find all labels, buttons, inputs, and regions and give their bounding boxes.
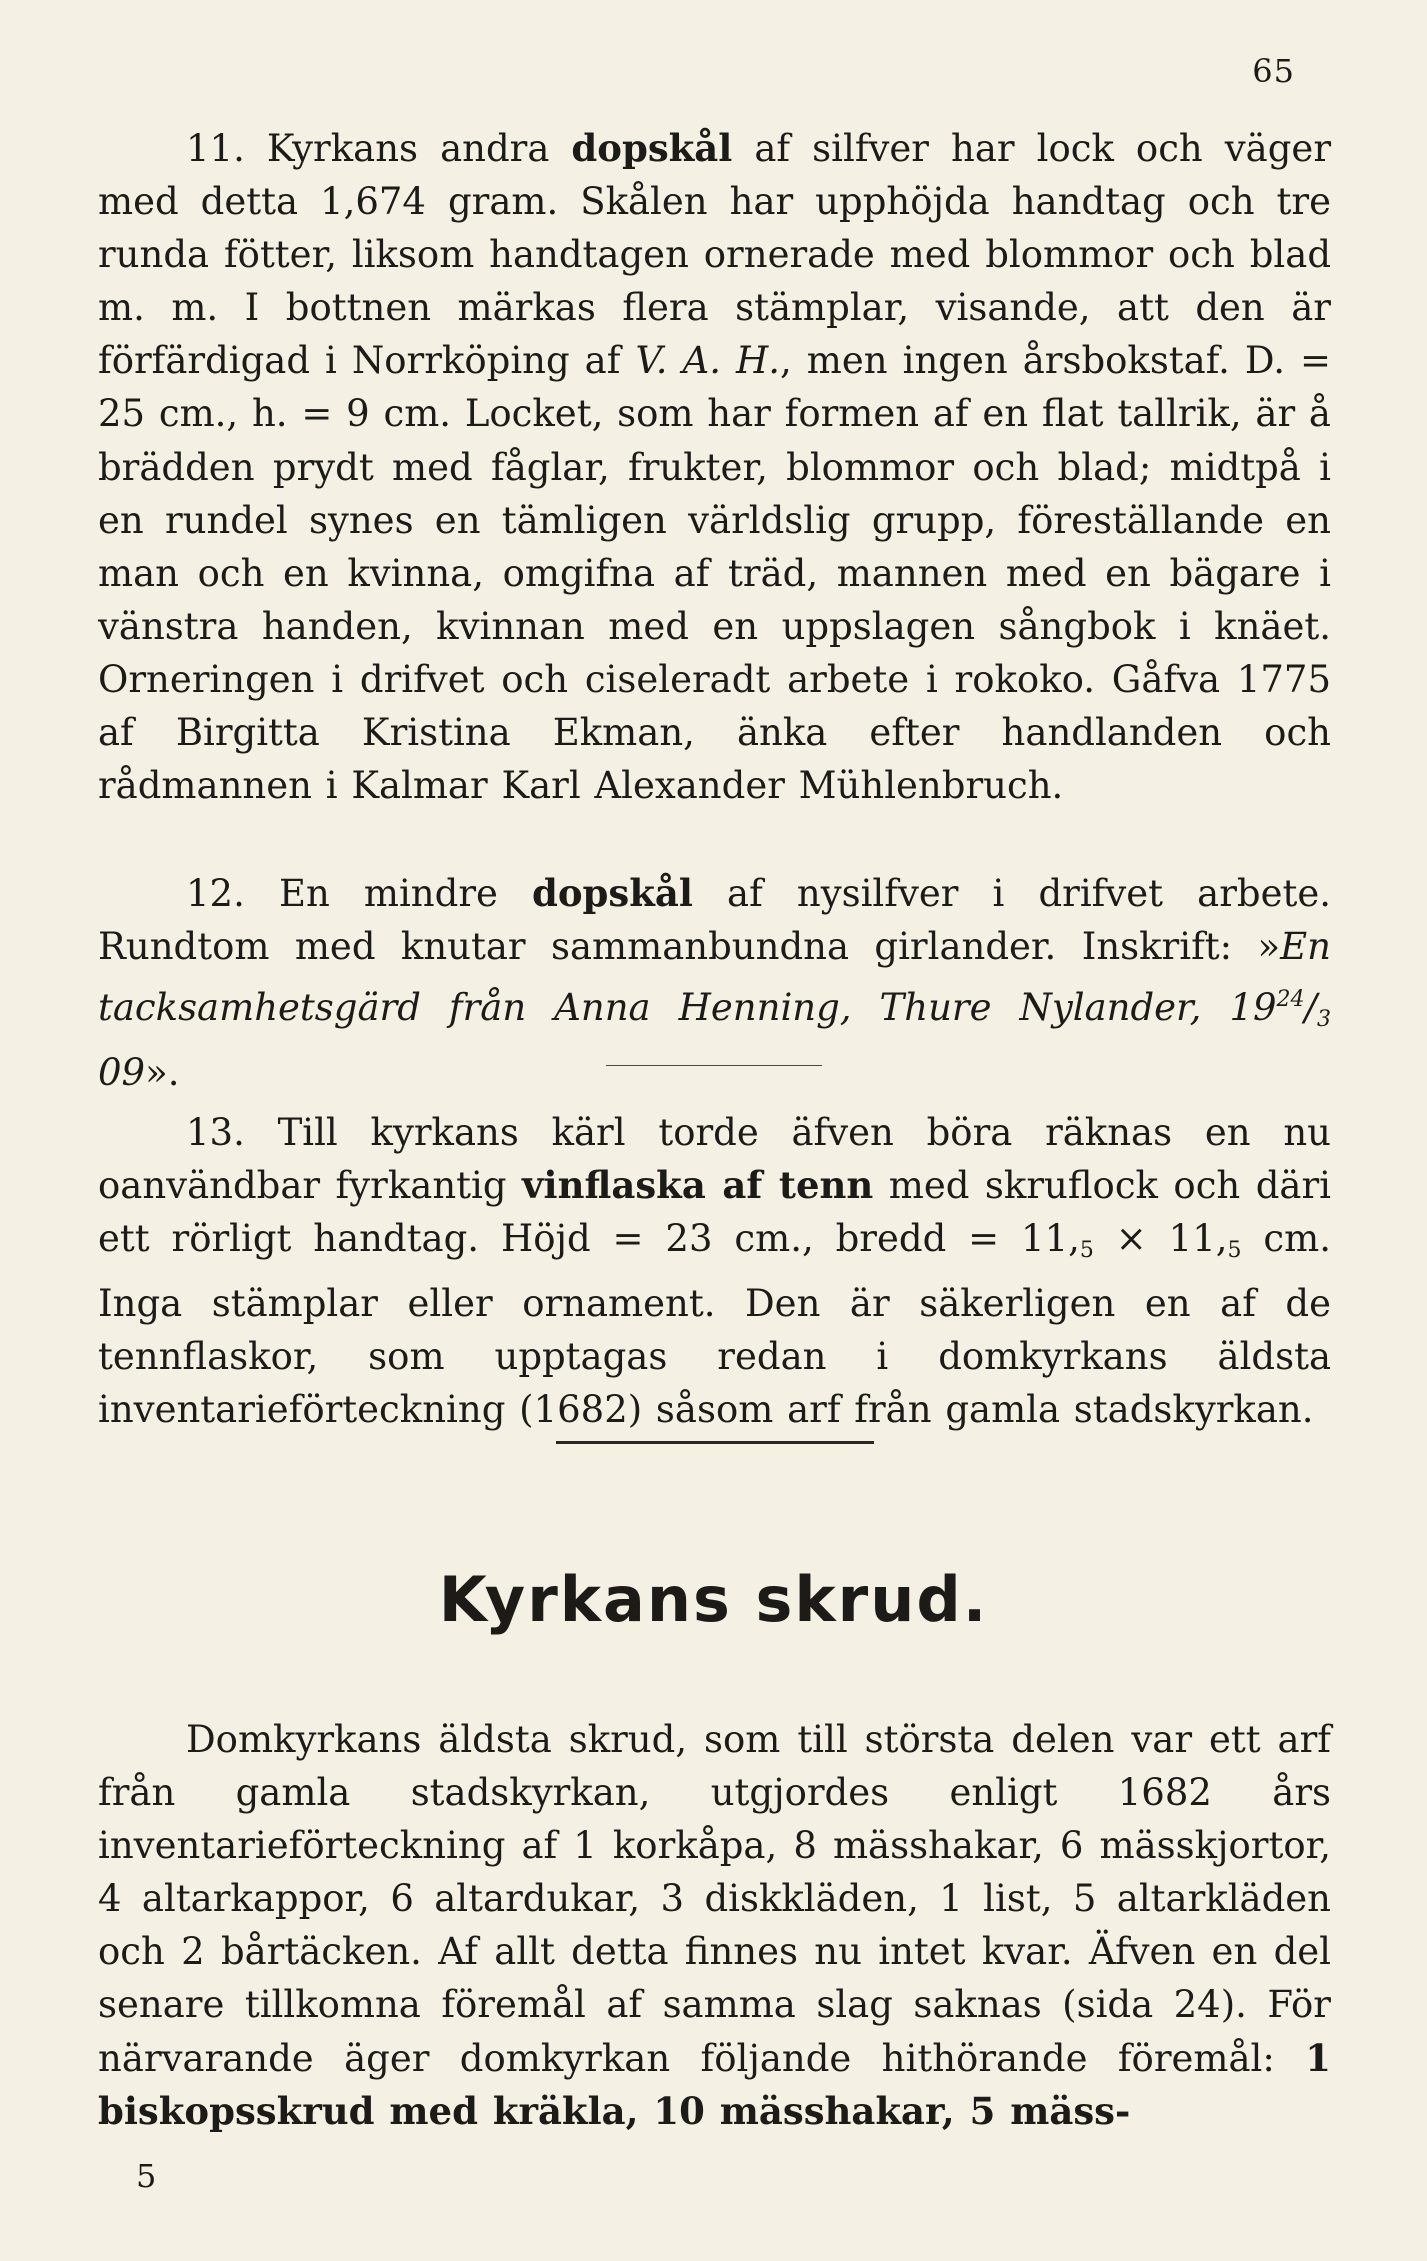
item-11 [98,122,1331,812]
item-11-number: 11. [186,127,245,170]
closing-paragraph [98,1713,1331,2138]
separator-rule-short [606,1065,822,1066]
item-11-maker-initials: V. A. H. [635,339,781,383]
item-12-date-slash: / [1304,986,1317,1030]
closing-text: Domkyrkans äldsta skrud, som till största delen var ett arf från gamla stadskyrkan, utgjordes enligt 1682 års inventarieförteckning af 1 korkåpa, 8 mässhakar, 6 mässkjortor, 4 altarkappor, 6 altardukar, 3 diskkläden, 1 list, 5 altarkläden och 2 bårtäcken. Af allt detta finnes nu intet kvar. Äfven en del senare tillkomna föremål af samma slag saknas (sida 24). För närvarande äger domkyrkan följande hithörande föremål: [98,1718,1331,2080]
item-13-sub-2: 5 [1227,1238,1242,1264]
item-12-text-2: af nysilfver i drifvet arbete. Rundtom med knutar sammanbundna girlander. Inskrift: » [98,872,1331,969]
item-11-text-1: Kyrkans andra [244,127,572,170]
item-13-number: 13. [186,1111,245,1154]
signature-mark: 5 [136,2157,157,2195]
item-12-number: 12. [186,872,245,915]
item-13-text-2: med skruflock och däri ett rörligt handtag. Höjd = 23 cm., bredd = 11, [98,1164,1332,1261]
item-12-text-3: ». [145,1051,180,1095]
item-13 [98,1106,1331,1437]
item-13-text-4: cm. Inga stämplar eller ornament. Den är säkerligen en af de tennflaskor, som upptagas redan i domkyrkans äldsta inventarieförteckning (1682) såsom arf från gamla stadskyrkan. [98,1217,1331,1432]
item-11-keyword: dopskål [571,126,733,170]
item-13-keyword: vinflaska af tenn [522,1163,874,1208]
item-12-inscription: En tacksamhetsgärd från Anna Henning, Thure Nylander, 19 [98,925,1331,1030]
item-12-text-1: En mindre [244,872,532,915]
item-12-date-sub: 3 [1317,1007,1331,1033]
closing-section [98,1713,1331,2138]
page-number: 65 [1252,52,1295,90]
item-13-paragraph [98,1106,1331,1437]
section-title: Kyrkans skrud. [438,1563,989,1636]
item-11-text-2: af silfver har lock och väger med detta 1,674 gram. Skålen har upphöjda handtag och tre runda fötter, liksom handtagen ornerade med blommor och blad m. m. I bottnen märkas flera stämplar, visande, att den är förfärdigad i Norrköping af [98,127,1332,383]
closing-keyword: 1 biskopsskrud med kräkla, 10 mässhakar, 5 mäss- [98,2035,1331,2133]
item-13-text-3: × 11, [1093,1217,1228,1261]
item-12-date-sup: 24 [1276,987,1305,1013]
item-11-paragraph [98,122,1331,812]
section-divider-rule [556,1441,874,1444]
item-13-sub-1: 5 [1079,1238,1094,1264]
item-13-text-1: Till kyrkans kärl torde äfven böra räknas en nu oanvändbar fyrkantig [98,1111,1331,1208]
item-12-keyword: dopskål [532,871,693,915]
item-12-inscription-year: 09 [98,1051,146,1095]
item-11-text-3: , men ingen årsbokstaf. D. = 25 cm., h. = 9 cm. Locket, som har formen af en flat tallrik, är å brädden prydt med fåglar, frukter, blommor och blad; midtpå i en rundel synes en tämligen världslig grupp, föreställande en man och en kvinna, omgifna af träd, mannen med en bägare i vänstra handen, kvinnan med en uppslagen sångbok i knäet. Orneringen i drifvet och ciseleradt arbete i rokoko. Gåfva 1775 af Birgitta Kristina Ekman, änka efter handlanden och rådmannen i Kalmar Karl Alexander Mühlenbruch. [98,339,1332,808]
